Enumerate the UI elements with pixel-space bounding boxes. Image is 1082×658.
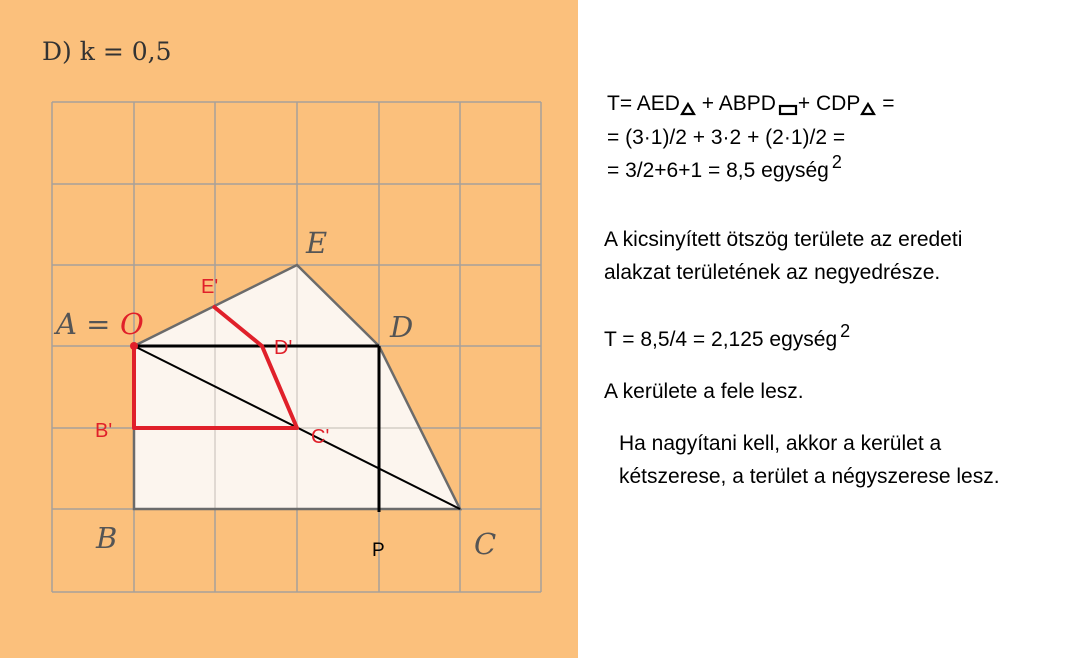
label-P: P — [372, 540, 385, 561]
label-O: O — [120, 307, 144, 341]
label-D: D — [390, 310, 414, 344]
label-C-prime: C' — [311, 426, 330, 448]
area-result: = 3/2+6+1 = 8,5 egység — [607, 159, 829, 182]
point-O — [130, 342, 138, 350]
equals-sign: = — [876, 92, 895, 115]
area-formula-line3 — [607, 152, 842, 182]
term-ABPD: + ABPD — [695, 92, 776, 115]
rectangle-icon — [778, 102, 798, 116]
term-AED: T= AED — [607, 92, 680, 115]
label-D-prime: D' — [274, 337, 293, 359]
area-formula-line2: = (3·1)/2 + 3·2 + (2·1)/2 = — [607, 126, 846, 149]
reduced-area-result: T = 8,5/4 = 2,125 egység — [604, 328, 838, 351]
figure-title: D) k = 0,5 — [42, 37, 172, 66]
enlargement-line2: kétszerese, a terület a négyszerese lesz. — [619, 465, 1000, 488]
term-CDP: + CDP — [797, 92, 861, 115]
enlargement-line1: Ha nagyítani kell, akkor a kerület a — [619, 432, 942, 455]
explanation-line1: A kicsinyített ötszög területe az eredeti — [604, 228, 963, 251]
label-E: E — [306, 226, 328, 260]
reduced-area-exponent: 2 — [840, 321, 851, 341]
perimeter-statement: A kerülete a fele lesz. — [604, 380, 804, 403]
label-B: B — [96, 521, 118, 555]
label-A: A = — [56, 307, 111, 341]
label-B-prime: B' — [95, 420, 113, 442]
reduced-area-line — [604, 321, 851, 351]
triangle-icon — [860, 102, 876, 116]
explanation-line2: alakzat területének az negyedrésze. — [604, 261, 941, 284]
area-exponent: 2 — [831, 152, 842, 172]
area-formula-line1 — [607, 93, 894, 116]
label-E-prime: E' — [201, 276, 219, 298]
triangle-icon — [680, 102, 696, 116]
label-C: C — [474, 527, 497, 561]
